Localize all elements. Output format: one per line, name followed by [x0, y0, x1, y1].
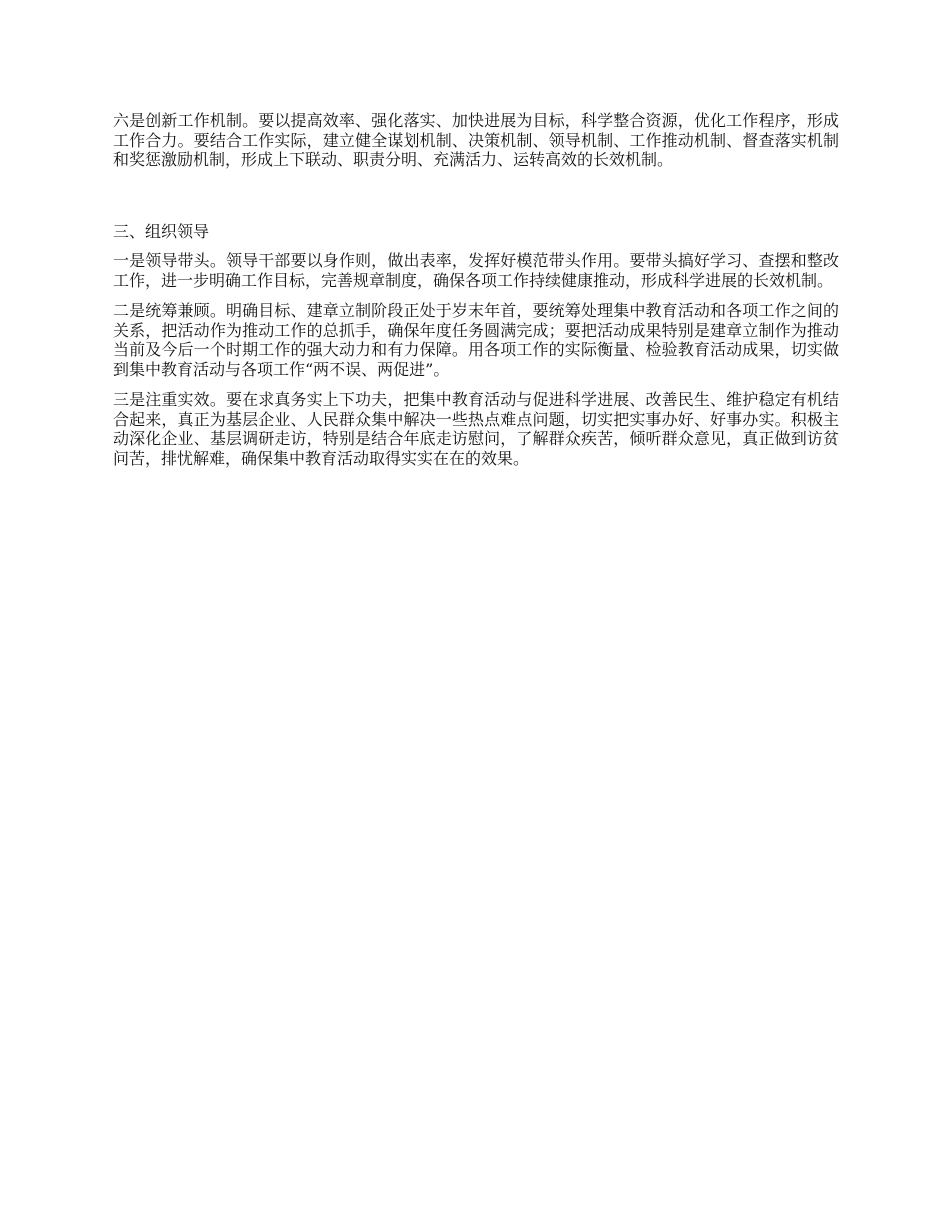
document-page: [113, 111, 839, 468]
paragraph-innovation-mechanism: 六是创新工作机制。要以提高效率、强化落实、加快进展为目标，科学整合资源，优化工作程序，形成工作合力。要结合工作实际，建立健全谋划机制、决策机制、领导机制、工作推动机制、督查落实机制和奖惩激励机制，形成上下联动、职责分明、充满活力、运转高效的长效机制。: [113, 111, 839, 169]
paragraph-overall-planning: 二是统筹兼顾。明确目标、建章立制阶段正处于岁末年首，要统筹处理集中教育活动和各项工作之间的关系，把活动作为推动工作的总抓手，确保年度任务圆满完成；要把活动成果特别是建章立制作为推动当前及今后一个时期工作的强大动力和有力保障。用各项工作的实际衡量、检验教育活动成果，切实做到集中教育活动与各项工作“两不误、两促进”。: [113, 301, 839, 379]
paragraph-leadership-example: 一是领导带头。领导干部要以身作则，做出表率，发挥好模范带头作用。要带头搞好学习、查摆和整改工作，进一步明确工作目标，完善规章制度，确保各项工作持续健康推动，形成科学进展的长效机制。: [113, 251, 839, 290]
section-heading-organization: 三、组织领导: [113, 221, 210, 241]
paragraph-practical-results: 三是注重实效。要在求真务实上下功夫，把集中教育活动与促进科学进展、改善民生、维护稳定有机结合起来，真正为基层企业、人民群众集中解决一些热点难点问题，切实把实事办好、好事办实。积极主动深化企业、基层调研走访，特别是结合年底走访慰问，了解群众疾苦，倾听群众意见，真正做到访贫问苦，排忧解难，确保集中教育活动取得实实在在的效果。: [113, 390, 839, 468]
